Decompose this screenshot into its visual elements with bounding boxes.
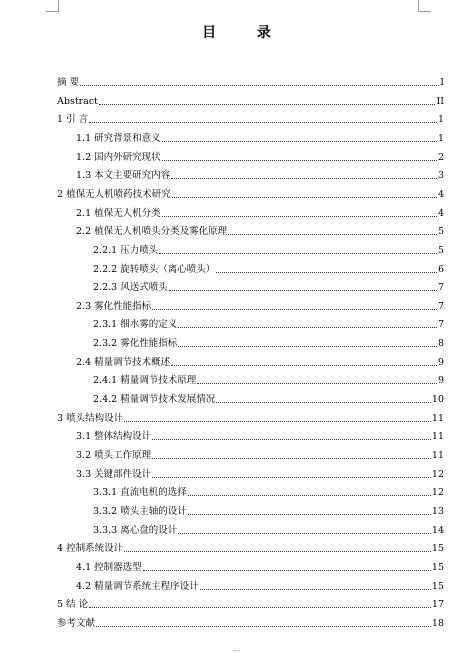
toc-entry-label: 3 喷头结构设计 [57,412,124,424]
toc-entry-label: 3.3 关键部件设计 [76,468,152,480]
toc-entry-label: 2.2.3 风送式喷头 [93,282,168,294]
toc-entry-page-number: 2 [437,151,444,163]
toc-entry-label: 2.4.1 精量调节技术原理 [93,375,197,387]
dot-leader [171,365,437,366]
toc-entry[interactable] [57,375,444,387]
dot-leader [143,570,431,571]
toc-entry-label: 2.2 植保无人机喷头分类及雾化原理 [76,226,228,238]
toc-entry-label: 3.3.3 离心盘的设计 [93,524,178,536]
dot-leader [178,533,431,534]
page-corner-mark-right [418,0,431,12]
dot-leader [80,85,439,86]
toc-entry-label: 摘 要 [57,77,80,88]
dot-leader [188,514,431,515]
toc-entry-page-number: 4 [437,188,444,200]
toc-entry[interactable] [57,431,444,443]
toc-entry-page-number: 11 [431,412,444,424]
more-content-indicator: ... [232,644,241,653]
dot-leader [152,439,431,440]
toc-entry-page-number: 5 [437,226,444,238]
toc-entry-page-number: 13 [431,505,444,517]
toc-entry-page-number: 8 [437,338,444,350]
toc-entry-page-number: 15 [431,543,444,555]
toc-entry[interactable] [57,506,444,518]
toc-entry-page-number: 3 [437,170,444,182]
toc-entry-label: 1.2 国内外研究现状 [76,151,161,163]
dot-leader [96,626,431,627]
toc-entry-label: Abstract [57,95,98,107]
dot-leader [89,122,437,123]
toc-entry[interactable] [57,226,444,238]
toc-entry-label: 3.3.1 直流电机的选择 [93,487,187,499]
dot-leader [162,160,437,161]
dot-leader [197,383,437,384]
dot-leader [162,141,437,142]
toc-entry-page-number: 7 [437,300,444,312]
dot-leader [178,327,437,328]
toc-entry-page-number: 17 [431,599,444,611]
toc-entry[interactable] [57,77,444,89]
toc-entry-label: 参考文献 [57,617,96,629]
toc-entry[interactable] [57,264,444,276]
toc-entry-label: 4.1 控制器选型 [76,561,142,573]
toc-entry-label: 2 植保无人机喷药技术研究 [57,188,171,200]
toc-entry-page-number: 7 [437,319,444,331]
toc-entry[interactable] [57,152,444,164]
toc-entry-page-number: I [440,77,444,88]
dot-leader [216,402,431,403]
toc-entry-label: 1.3 本文主要研究内容 [76,170,171,182]
toc-entry[interactable] [57,170,444,182]
toc-entry-page-number: 4 [437,207,444,219]
toc-entry-label: 1.1 研究背景和意义 [76,132,161,144]
toc-entry-label: 2.3 雾化性能指标 [76,300,152,312]
toc-entry[interactable] [57,487,444,499]
dot-leader [89,607,431,608]
toc-entry-label: 2.1 植保无人机分类 [76,207,161,219]
toc-entry-page-number: 11 [431,450,444,461]
toc-entry[interactable] [57,96,444,108]
toc-entry-page-number: 7 [437,282,444,294]
toc-entry[interactable] [57,338,444,350]
toc-entry[interactable] [57,618,444,630]
toc-entry-label: 2.2.1 压力喷头 [93,244,159,256]
toc-entry[interactable] [57,581,444,593]
toc-entry[interactable] [57,245,444,257]
dot-leader [169,290,437,291]
toc-entry-label: 5 结 论 [57,599,89,611]
toc-entry-page-number: 15 [431,561,444,573]
page-corner-mark-left [46,0,59,12]
toc-entry-label: 1 引 言 [57,114,89,126]
toc-entry[interactable] [57,357,444,369]
toc-entry[interactable] [57,599,444,611]
dot-leader [152,458,431,459]
dot-leader [99,104,436,105]
toc-entry-page-number: 9 [437,356,444,368]
toc-entry[interactable] [57,282,444,294]
toc-entry-page-number: 11 [431,431,444,443]
page-title: 目 录 [202,25,289,41]
toc-entry-label: 3.1 整体结构设计 [76,431,152,443]
toc-entry[interactable] [57,133,444,145]
dot-leader [188,495,431,496]
toc-entry[interactable] [57,114,444,126]
toc-entry-page-number: 15 [431,580,444,592]
toc-entry-page-number: II [436,95,444,107]
dot-leader [172,197,437,198]
toc-entry[interactable] [57,189,444,201]
toc-entry-page-number: 12 [431,487,444,499]
toc-entry-page-number: 9 [437,375,444,387]
toc-entry-label: 4 控制系统设计 [57,543,124,555]
toc-entry-label: 3.2 喷头工作原理 [76,450,152,461]
toc-entry[interactable] [57,450,444,462]
toc-entry-label: 3.3.2 喷头主轴的设计 [93,505,187,517]
dot-leader [178,346,437,347]
dot-leader [159,253,437,254]
toc-entry-page-number: 5 [437,244,444,256]
dot-leader [162,216,437,217]
toc-entry-page-number: 1 [437,132,444,144]
toc-entry-page-number: 1 [437,114,444,126]
toc-entry[interactable] [57,394,444,406]
toc-entry[interactable] [57,301,444,313]
dot-leader [124,551,431,552]
toc-entry-page-number: 10 [431,394,444,406]
toc-entry-page-number: 14 [431,524,444,536]
toc-entry-label: 2.2.2 旋转喷头（离心喷头） [93,263,216,275]
dot-leader [228,234,437,235]
toc-entry-page-number: 18 [431,617,444,629]
toc-entry-label: 2.4.2 精量调节技术发展情况 [93,394,216,406]
toc-entry[interactable] [57,525,444,537]
toc-entry[interactable] [57,413,444,425]
toc-entry-page-number: 12 [431,468,444,480]
dot-leader [152,309,437,310]
dot-leader [171,178,437,179]
toc-entry[interactable] [57,469,444,481]
dot-leader [200,589,431,590]
toc-entry-label: 2.4 精量调节技术概述 [76,356,171,368]
dot-leader [152,477,431,478]
toc-entry[interactable] [57,543,444,555]
toc-entry[interactable] [57,319,444,331]
toc-entry[interactable] [57,208,444,220]
toc-entry[interactable] [57,562,444,574]
toc-entry-label: 2.3.1 细水雾的定义 [93,319,178,331]
toc-entry-page-number: 6 [437,263,444,275]
dot-leader [124,421,431,422]
toc-entry-label: 2.3.2 雾化性能指标 [93,338,178,350]
dot-leader [216,272,437,273]
toc-entry-label: 4.2 精量调节系统主程序设计 [76,580,199,592]
